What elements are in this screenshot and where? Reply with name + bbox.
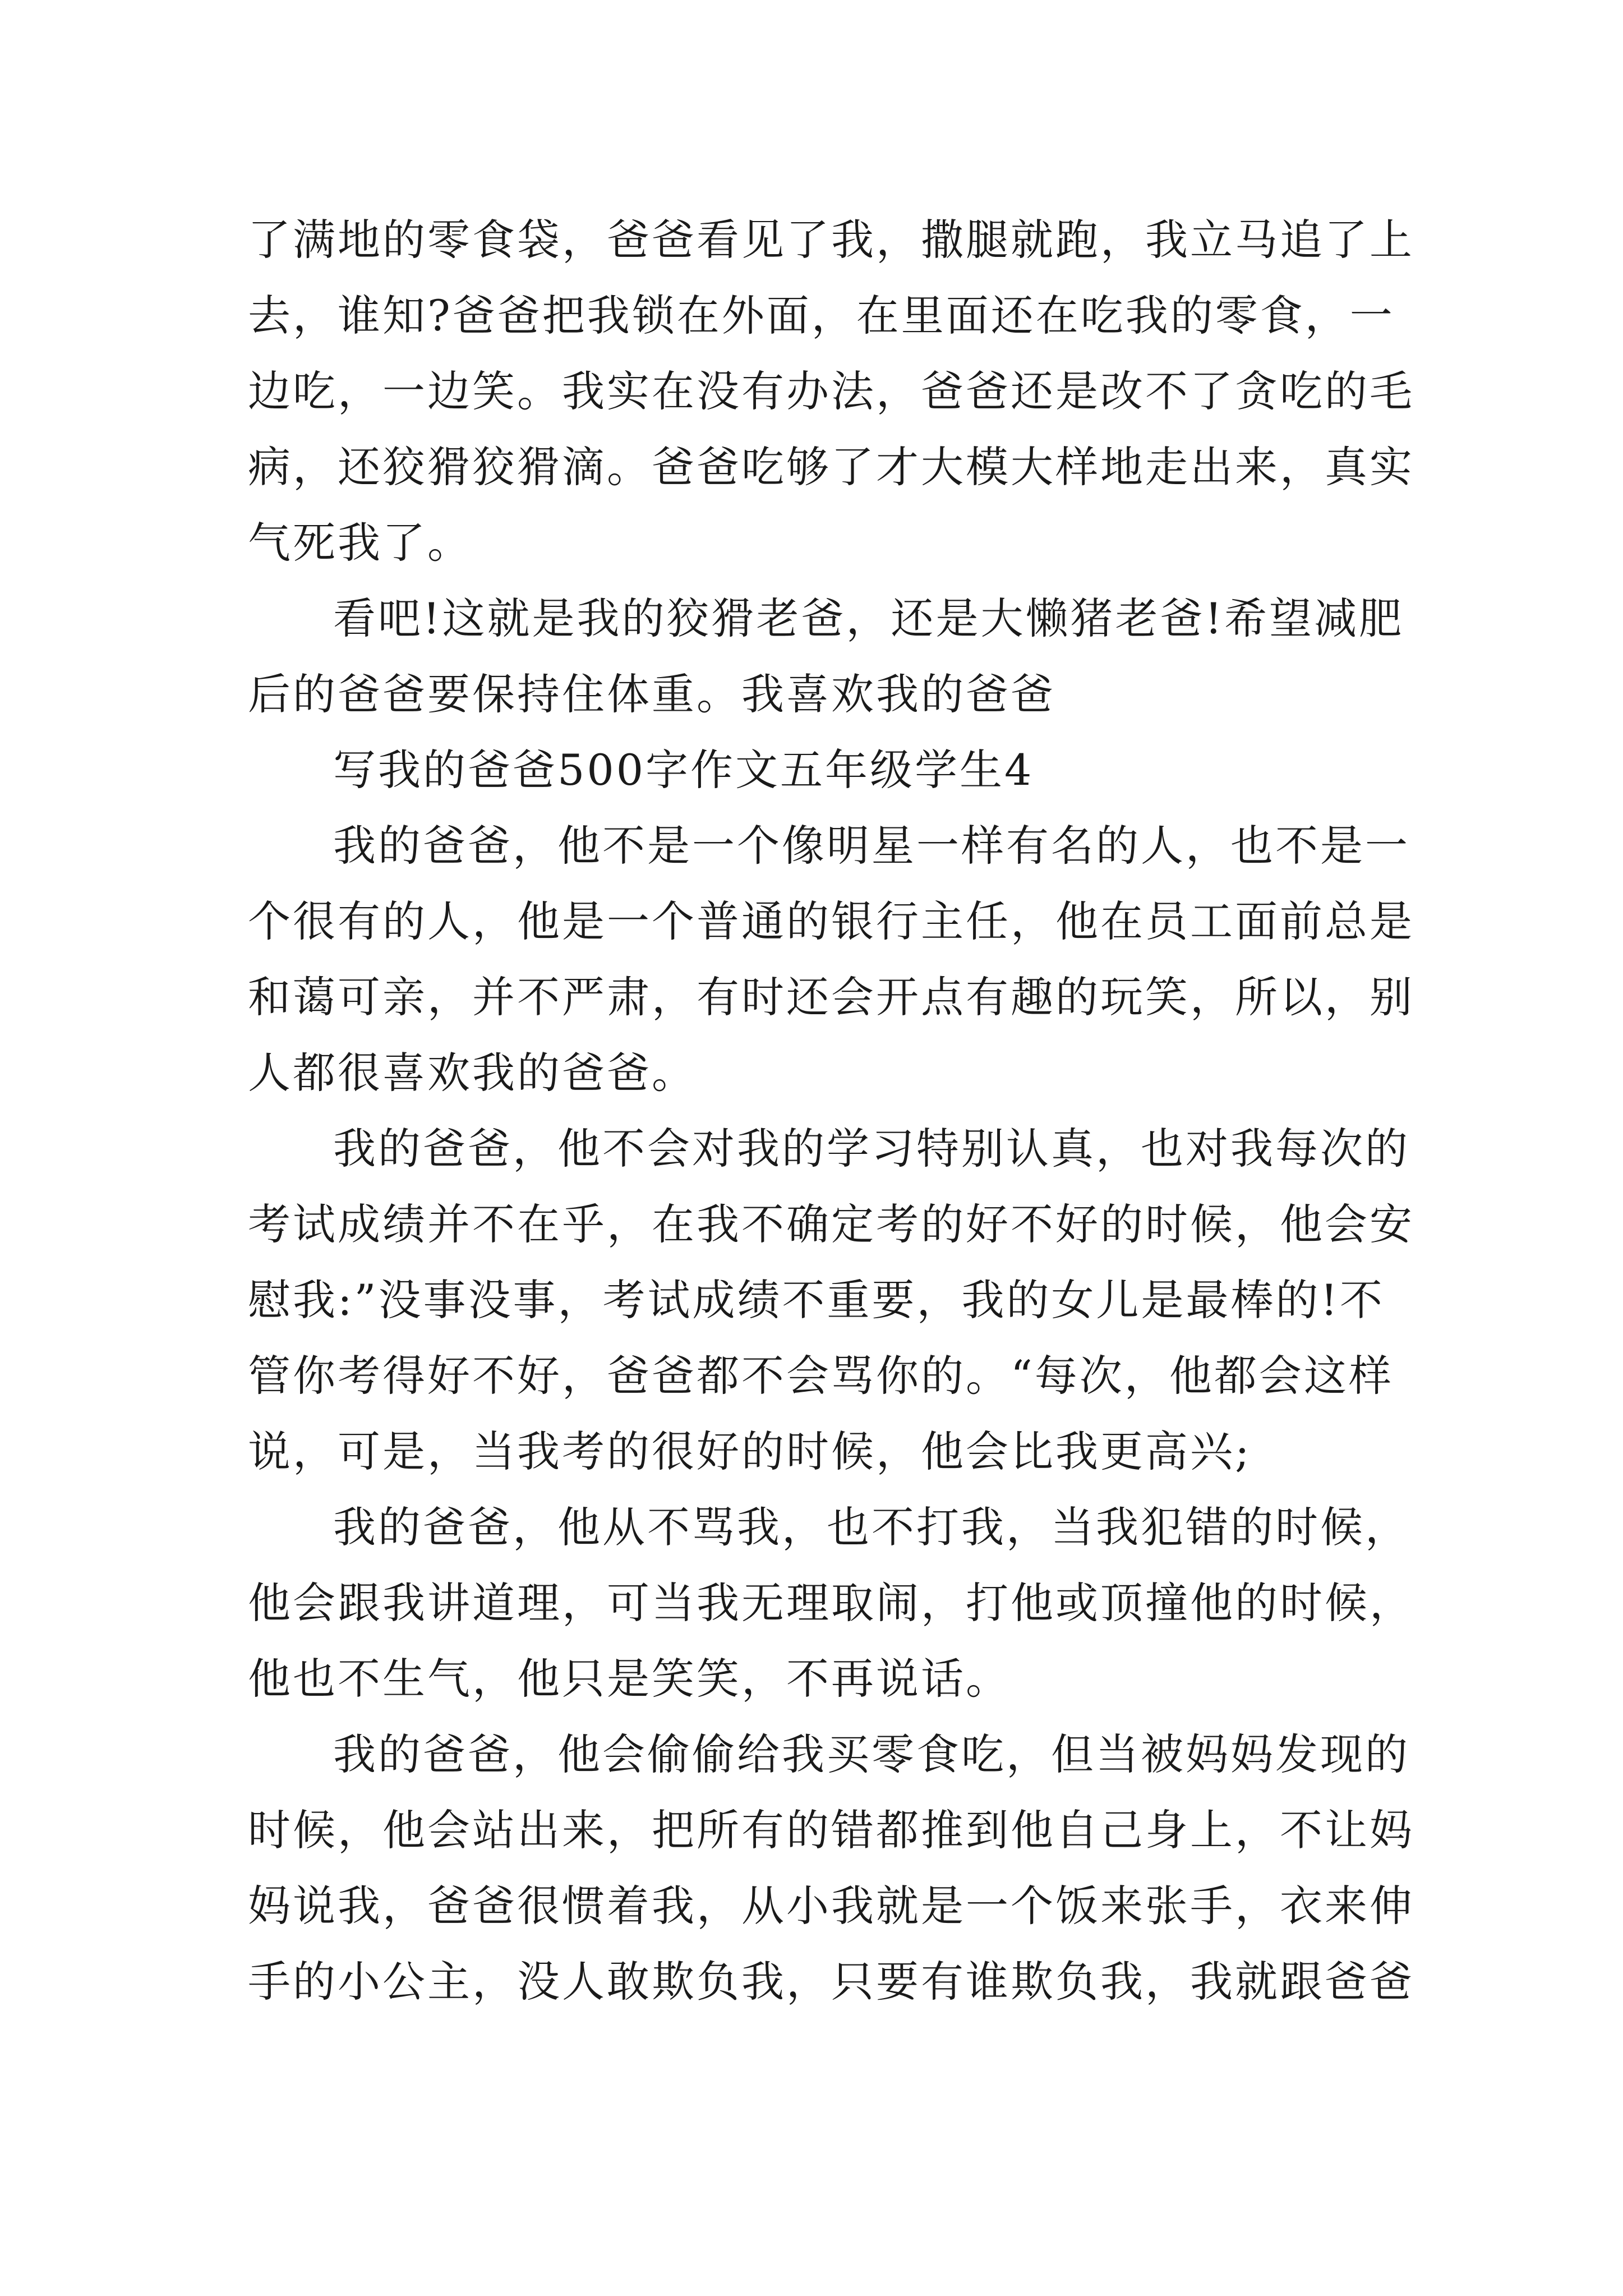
text-line: 妈说我，爸爸很惯着我，从小我就是一个饭来张手，衣来伸 [248,1881,1414,1931]
text-line: 边吃，一边笑。我实在没有办法，爸爸还是改不了贪吃的毛 [248,366,1414,416]
text-line: 个很有的人，他是一个普通的银行主任，他在员工面前总是 [248,896,1414,946]
text-line: 说，可是，当我考的很好的时候，他会比我更高兴; [248,1427,1252,1476]
text-line: 时候，他会站出来，把所有的错都推到他自己身上，不让妈 [248,1805,1414,1855]
text-line: 手的小公主，没人敢欺负我，只要有谁欺负我，我就跟爸爸 [248,1957,1414,2007]
text-line: 慰我:”没事没事，考试成绩不重要，我的女儿是最棒的!不 [248,1275,1385,1325]
text-line: 人都很喜欢我的爸爸。 [248,1048,697,1098]
text-line: 写我的爸爸500字作文五年级学生4 [333,745,1034,795]
text-line: 了满地的零食袋，爸爸看见了我，撒腿就跑，我立马追了上 [248,215,1414,265]
text-line: 我的爸爸，他从不骂我，也不打我，当我犯错的时候， [333,1502,1410,1552]
text-line: 管你考得好不好，爸爸都不会骂你的。“每次，他都会这样 [248,1351,1394,1401]
text-line: 他会跟我讲道理，可当我无理取闹，打他或顶撞他的时候， [248,1578,1414,1628]
text-line: 气死我了。 [248,518,472,568]
text-line: 他也不生气，他只是笑笑，不再说话。 [248,1654,1011,1704]
text-line: 看吧!这就是我的狡猾老爸，还是大懒猪老爸!希望减肥 [333,593,1404,643]
text-line: 后的爸爸要保持住体重。我喜欢我的爸爸 [248,669,1055,719]
text-line: 和蔼可亲，并不严肃，有时还会开点有趣的玩笑，所以，别 [248,972,1414,1022]
body-text [248,202,1414,2019]
text-line: 我的爸爸，他不会对我的学习特别认真，也对我每次的 [333,1124,1410,1174]
text-line: 我的爸爸，他会偷偷给我买零食吃，但当被妈妈发现的 [333,1729,1410,1779]
text-line: 考试成绩并不在乎，在我不确定考的好不好的时候，他会安 [248,1199,1414,1249]
text-line: 我的爸爸，他不是一个像明星一样有名的人，也不是一 [333,821,1410,871]
text-line: 病，还狡猾狡猾滴。爸爸吃够了才大模大样地走出来，真实 [248,442,1414,492]
text-line: 去，谁知?爸爸把我锁在外面，在里面还在吃我的零食，一 [248,291,1395,341]
